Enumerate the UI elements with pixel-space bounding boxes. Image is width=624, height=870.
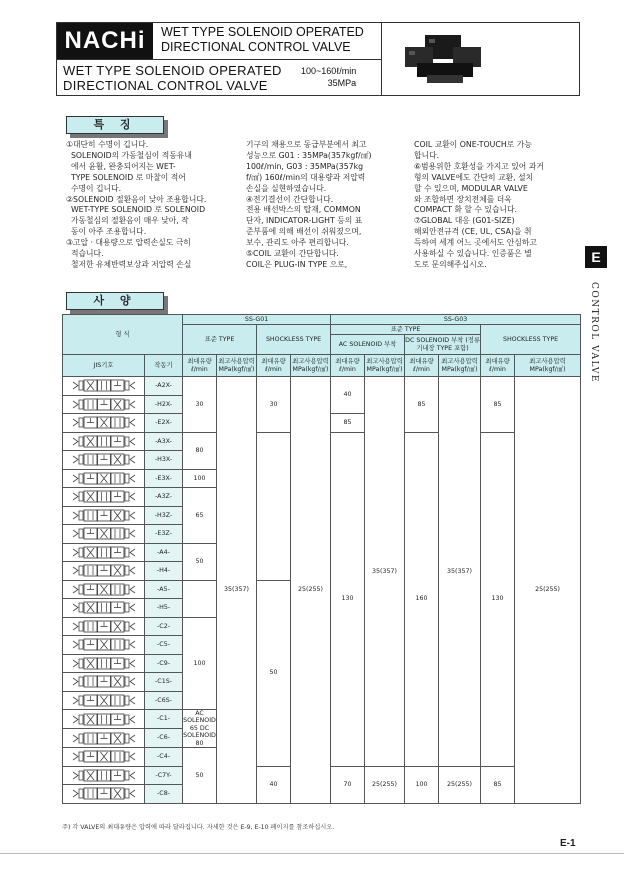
valve-symbol-icon: [71, 527, 137, 540]
jis-symbol: [63, 525, 145, 544]
code-cell: -H5-: [145, 599, 183, 618]
features-column-3: COIL 교환이 ONE-TOUCH로 가능 합니다. ⑥범용위한 호환성을 가지고 있어 과거 형의 VALVE에도 간단히 교환, 설치 할 수 있으며, MODULAR VALVE 와 조합하면 장치전체를 더욱 COMPACT 화 할 수 있습니다. ⑦GLOBAL 대응 (G01-SIZE) 해외안전규격 (CE, UL, CSA)을 취 득하여 세계 어느 곳에서도 안심하고 사용하실 수 있습니다. 인증품은 별 도로 문의해주십시오.: [414, 140, 544, 269]
valve-symbol-icon: [71, 472, 137, 485]
code-cell: -C8-: [145, 785, 183, 804]
valve-symbol-icon: [71, 657, 137, 670]
section-tab: E: [585, 246, 607, 268]
jis-symbol: [63, 691, 145, 710]
code-cell: -C7Y-: [145, 766, 183, 785]
code-cell: -C6-: [145, 729, 183, 748]
header-title: WET TYPE SOLENOID OPERATED DIRECTIONAL CONTROL VALVE: [161, 25, 364, 54]
valve-symbol-icon: [71, 435, 137, 448]
jis-symbol: [63, 488, 145, 507]
jis-symbol: [63, 729, 145, 748]
specs-heading: 사 양: [66, 292, 164, 310]
page-number: E-1: [560, 838, 576, 849]
valve-symbol-icon: [71, 732, 137, 745]
valve-symbol-icon: [71, 564, 137, 577]
jis-symbol: [63, 377, 145, 396]
main-title: WET TYPE SOLENOID OPERATED DIRECTIONAL CONTROL VALVE: [63, 63, 282, 93]
jis-symbol: [63, 469, 145, 488]
spec-table: 형 식 SS-G01 SS-G03 표준 TYPE SHOCKLESS TYPE 표준 TYPE SHOCKLESS TYPE AC SOLENOID 부착 DC SOLENOID 부착 (정류기내장 TYPE 포함) JIS기호 작동기 최대유량 ℓ/min 최고사용압력 MPa(kgf/㎠) 최대유량 ℓ/min 최고사용압력 MPa(kgf/㎠) 최대유량 ℓ/min 최고사용압력 MPa(kgf/㎠) 최대유량 ℓ/min 최고사용압력 MPa(kgf/㎠) 최대유량 ℓ/min 최고사용압력 MPa(kgf/㎠) -A2X- 30 35(357) 30 25(255) 40 35(357) 85 35(357) 85 25(255) -H2X- -E2X- 85 -A3X- 80 130 160 130 -H3X- -E3X- 100 -A3Z- 65 -H3Z- -E3Z- -A4- 50 -H4- -A5- 50 -H5- -C2- 100 -C5- -C9- -C1S- -C6S- -C1- AC SOLENOID 65 DC SOLENOID 80 -C6- -C4- 50 -C7Y- 40 70 25(255) 100 25(255) 85 -C8-: [62, 314, 581, 804]
code-cell: -H2X-: [145, 395, 183, 414]
valve-symbol-icon: [71, 601, 137, 614]
code-cell: -C5-: [145, 636, 183, 655]
jis-symbol: [63, 580, 145, 599]
jis-symbol: [63, 748, 145, 767]
jis-symbol: [63, 766, 145, 785]
code-cell: -H3Z-: [145, 506, 183, 525]
code-cell: -A3X-: [145, 432, 183, 451]
valve-symbol-icon: [71, 694, 137, 707]
code-cell: -A5-: [145, 580, 183, 599]
code-cell: -C6S-: [145, 691, 183, 710]
valve-symbol-icon: [71, 787, 137, 800]
code-cell: -A4-: [145, 543, 183, 562]
nachi-logo: NACHi: [57, 23, 153, 59]
jis-symbol: [63, 395, 145, 414]
valve-symbol-icon: [71, 490, 137, 503]
valve-symbol-icon: [71, 620, 137, 633]
jis-symbol: [63, 673, 145, 692]
jis-symbol: [63, 543, 145, 562]
valve-symbol-icon: [71, 583, 137, 596]
page-header: [56, 22, 580, 96]
valve-product-image: [397, 29, 487, 89]
valve-symbol-icon: [71, 769, 137, 782]
jis-symbol: [63, 432, 145, 451]
jis-symbol: [63, 599, 145, 618]
valve-symbol-icon: [71, 675, 137, 688]
jis-symbol: [63, 617, 145, 636]
code-cell: -C4-: [145, 748, 183, 767]
features-column-2: 기구의 채용으로 동급부분에서 최고 성능으로 G01 : 35MPa(357kgf/㎠) 100ℓ/min, G03 : 35MPa(357kg f/㎠) 160ℓ/min의 대용량과 저압력 손실을 실현하였습니다. ④전기결선이 간단합니다. 전용 배선박스의 탑재, COMMON 단자, INDICATOR-LIGHT 등의 표 준부품에 의해 배선이 쉬워졌으며, 보수, 관리도 아주 편리합니다. ⑤COIL 교환이 간단합니다. COIL은 PLUG-IN TYPE 으로,: [246, 140, 372, 269]
jis-symbol: [63, 562, 145, 581]
valve-symbol-icon: [71, 416, 137, 429]
code-cell: -E3Z-: [145, 525, 183, 544]
jis-symbol: [63, 506, 145, 525]
jis-symbol: [63, 710, 145, 729]
valve-symbol-icon: [71, 750, 137, 763]
valve-symbol-icon: [71, 546, 137, 559]
code-cell: -C9-: [145, 654, 183, 673]
code-cell: -E3X-: [145, 469, 183, 488]
jis-symbol: [63, 636, 145, 655]
code-cell: -A2X-: [145, 377, 183, 396]
code-cell: -E2X-: [145, 414, 183, 433]
code-cell: -C1S-: [145, 673, 183, 692]
valve-symbol-icon: [71, 398, 137, 411]
code-cell: -H3X-: [145, 451, 183, 470]
footnote: 주) 각 VALVE의 최대유량은 압력에 따라 달라집니다. 자세한 것은 E-9, E-10 페이지를 참조하십시오.: [62, 824, 335, 831]
valve-symbol-icon: [71, 453, 137, 466]
jis-symbol: [63, 414, 145, 433]
code-cell: -C2-: [145, 617, 183, 636]
section-side-text: CONTROL VALVE: [589, 282, 599, 384]
code-cell: -A3Z-: [145, 488, 183, 507]
header-spec: 100~160ℓ/min 35MPa: [301, 66, 357, 88]
features-column-1: ①대단히 수명이 깁니다. SOLENOID의 가동철심이 적동유내 에서 윤활, 완충되어지는 WET- TYPE SOLENOID 로 마찰이 적어 수명이 깁니다. ②SOLENOID 절환음이 낮아 조용합니다. WET-TYPE SOLENOID 로 SOLENOID 가동철심의 절환음이 매우 낮아, 작 동이 아주 조용합니다. ③고압 · 대용량으로 압력손실도 극히 적습니다. 철저한 유체반력보상과 저압력 손실: [66, 140, 207, 269]
jis-symbol: [63, 785, 145, 804]
code-cell: -H4-: [145, 562, 183, 581]
jis-symbol: [63, 451, 145, 470]
features-heading: 특 징: [66, 116, 164, 134]
valve-symbol-icon: [71, 713, 137, 726]
valve-symbol-icon: [71, 379, 137, 392]
valve-symbol-icon: [71, 509, 137, 522]
valve-symbol-icon: [71, 638, 137, 651]
jis-symbol: [63, 654, 145, 673]
code-cell: -C1-: [145, 710, 183, 729]
